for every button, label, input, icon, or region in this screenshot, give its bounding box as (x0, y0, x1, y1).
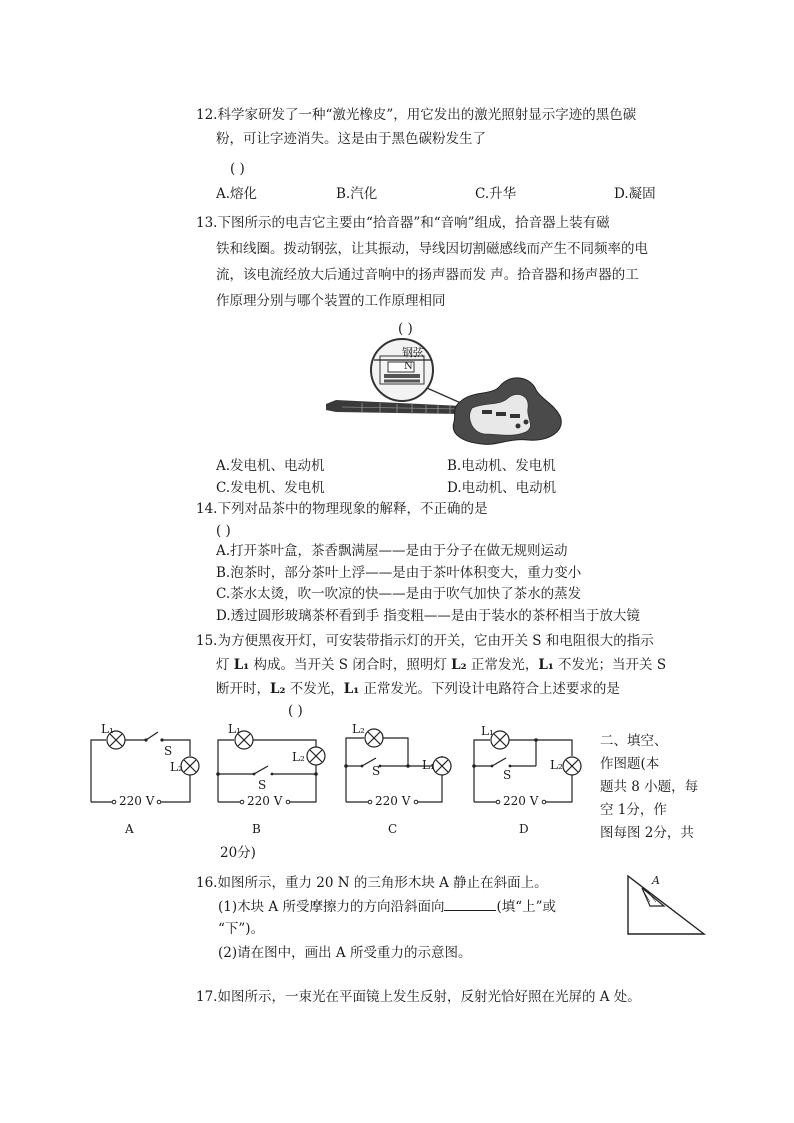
circuit-c-label-l2: L₂ (352, 722, 365, 736)
q14-option-a: A.打开茶叶盒，茶香飘满屋——是由于分子在做无规则运动 (216, 543, 568, 559)
incline-block-figure (624, 872, 708, 938)
circuit-a-label-l1: L₁ (101, 722, 114, 736)
circuit-c-caption: C (388, 822, 398, 836)
q12-option-c: C.升华 (475, 186, 517, 202)
q13-option-c: C.发电机、发电机 (216, 480, 325, 496)
guitar-figure (322, 338, 566, 448)
circuit-d-label-s: S (503, 768, 512, 782)
q16-text-line2: (1)木块 A 所受摩擦力的方向沿斜面向 (填“上”或 (218, 896, 556, 918)
circuit-b-label-l1: L₁ (228, 722, 241, 736)
q12-answer-paren: ( ) (230, 161, 245, 177)
q14-text-line1: 14.下列对品茶中的物理现象的解释，不正确的是 (196, 501, 488, 517)
q13-text-line3: 流，该电流经放大后通过音响中的扬声器而发 声。拾音器和扬声器的工 (216, 267, 639, 283)
circuit-a-label-s: S (164, 744, 173, 758)
circuit-b-label-voltage: 220 V (247, 794, 283, 808)
section2-heading-line2: 作图题(本 (600, 756, 660, 772)
section2-heading-line3: 题共 8 小题，每 (600, 779, 699, 795)
q16-text-line1: 16.如图所示，重力 20 N 的三角形木块 A 静止在斜面上。 (196, 875, 548, 891)
q13-figure-label-magnet: N (404, 361, 413, 372)
q13-answer-paren: ( ) (398, 321, 413, 337)
circuit-c-label-voltage: 220 V (375, 794, 411, 808)
q13-option-a: A.发电机、电动机 (216, 458, 325, 474)
circuit-d-label-voltage: 220 V (503, 794, 539, 808)
q15-answer-paren: ( ) (288, 703, 303, 719)
q13-text-line2: 铁和线圈。拨动钢弦，让其振动，导线因切割磁感线而产生不同频率的电 (216, 241, 648, 257)
q15-text-line1: 15.为方便黑夜开灯，可安装带指示灯的开关，它由开关 S 和电阻很大的指示 (196, 633, 654, 649)
q12-option-b: B.汽化 (336, 186, 378, 202)
q12-option-a: A.熔化 (216, 186, 258, 202)
section2-heading-line5: 图每图 2分，共 (600, 825, 694, 841)
circuit-a-label-voltage: 220 V (119, 794, 155, 808)
section2-heading-line6: 20分) (220, 845, 256, 861)
q13-option-b: B.电动机、发电机 (447, 458, 556, 474)
q13-text-line1: 13.下图所示的电吉它主要由“拾音器”和“音响”组成，拾音器上装有磁 (196, 215, 610, 231)
circuit-d-caption: D (519, 822, 529, 836)
incline-block-label: A (652, 874, 660, 887)
circuit-a-caption: A (125, 822, 134, 836)
circuit-c-label-l1: L₁ (422, 758, 435, 772)
q13-figure-label-string: 钢弦 (402, 346, 424, 359)
circuit-b-caption: B (252, 822, 261, 836)
q14-answer-paren: ( ) (216, 523, 231, 539)
q17-text-line1: 17.如图所示，一束光在平面镜上发生反射，反射光恰好照在光屏的 A 处。 (196, 989, 641, 1005)
q16-text-line3: “下”)。 (218, 921, 265, 937)
q14-option-d: D.透过圆形玻璃茶杯看到手 指变粗——是由于装水的茶杯相当于放大镜 (216, 608, 640, 624)
circuit-b-label-s: S (258, 778, 267, 792)
q14-option-c: C.茶水太烫，吹一吹凉的快——是由于吹气加快了茶水的蒸发 (216, 586, 582, 602)
q15-text-line3: 断开时，L₂ 不发光，L₁ 正常发光。下列设计电路符合上述要求的是 (216, 681, 620, 697)
q16-text-line4: (2)请在图中，画出 A 所受重力的示意图。 (218, 945, 472, 961)
circuit-d-label-l1: L₁ (481, 724, 494, 738)
section2-heading-line1: 二、填空、 (600, 733, 668, 749)
q16-answer-blank[interactable] (444, 896, 496, 911)
q15-text-line2: 灯 L₁ 构成。当开关 S 闭合时，照明灯 L₂ 正常发光，L₁ 不发光；当开关 S (216, 657, 667, 673)
section2-heading-line4: 空 1分，作 (600, 802, 667, 818)
circuit-d-label-l2: L₂ (550, 758, 563, 772)
q13-option-d: D.电动机、电动机 (447, 480, 557, 496)
q12-option-d: D.凝固 (614, 186, 656, 202)
q14-option-b: B.泡茶时，部分茶叶上浮——是由于茶叶体积变大，重力变小 (216, 565, 582, 581)
q13-text-line4: 作原理分别与哪个装置的工作原理相同 (216, 293, 446, 309)
q12-text-line1: 12.科学家研发了一种“激光橡皮”，用它发出的激光照射显示字迹的黑色碳 (196, 107, 637, 123)
q12-text-line2: 粉，可让字迹消失。这是由于黑色碳粉发生了 (216, 131, 486, 147)
circuit-a-label-l2: L₂ (170, 760, 183, 774)
circuit-c-label-s: S (372, 764, 381, 778)
circuit-b-label-l2: L₂ (292, 750, 305, 764)
